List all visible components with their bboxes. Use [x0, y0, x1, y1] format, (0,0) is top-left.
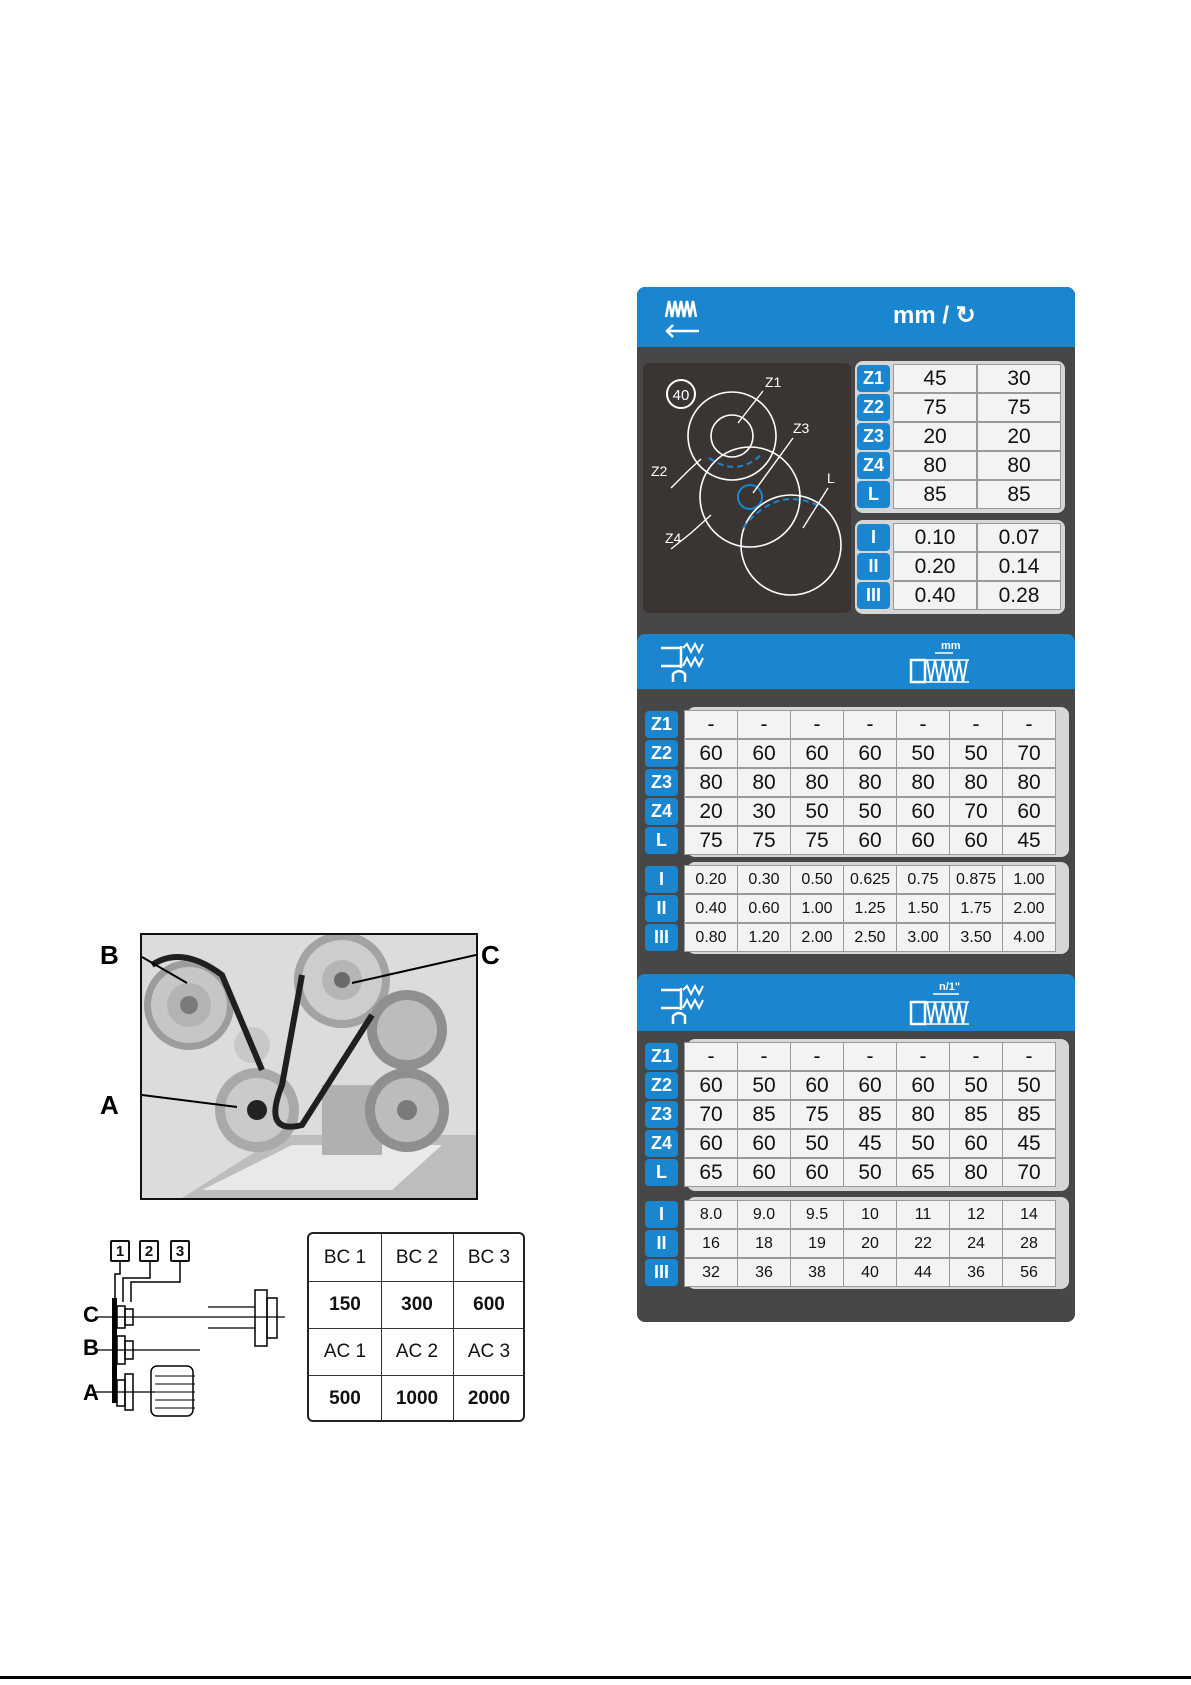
gear-value-cell: 50	[843, 797, 897, 826]
gear-row-label: L	[857, 481, 890, 508]
range-row-label: III	[645, 1259, 678, 1286]
metric-thread-header	[637, 634, 1075, 689]
gear-value-cell: 70	[684, 1100, 738, 1129]
gear-value-cell: 50	[896, 1129, 950, 1158]
pitch-value-cell: 32	[684, 1258, 738, 1287]
gear-value-cell: 70	[1002, 739, 1056, 768]
gear-value-cell: 80	[977, 451, 1061, 480]
gear-value-cell: 75	[790, 826, 844, 855]
feed-header	[637, 287, 1075, 347]
pitch-value-cell: 0.50	[790, 865, 844, 894]
gear-value-cell: 60	[896, 1071, 950, 1100]
pulley-label-a: A	[83, 1380, 99, 1405]
feed-value-cell: 0.20	[893, 552, 977, 581]
gear-label-z3: Z3	[793, 420, 810, 436]
pitch-value-cell: 40	[843, 1258, 897, 1287]
gear-value-cell: 50	[949, 1071, 1003, 1100]
gear-value-cell: -	[896, 710, 950, 739]
speed-bc3: 600	[473, 1293, 505, 1315]
gear-value-cell: 70	[949, 797, 1003, 826]
range-row-label: I	[645, 866, 678, 893]
gear-value-cell: -	[684, 710, 738, 739]
pitch-value-cell: 0.625	[843, 865, 897, 894]
pitch-value-cell: 12	[949, 1200, 1003, 1229]
gear-value-cell: 30	[977, 364, 1061, 393]
gear-row-label: Z4	[857, 452, 890, 479]
gear-value-cell: -	[737, 710, 791, 739]
gear-value-cell: 60	[843, 1071, 897, 1100]
callout-a: A	[100, 1090, 119, 1120]
pulley-label-c: C	[83, 1302, 99, 1327]
position-1-box: 1	[110, 1240, 130, 1262]
gear-value-cell: 75	[893, 393, 977, 422]
gear-value-cell: 80	[790, 768, 844, 797]
gear-value-cell: -	[1002, 710, 1056, 739]
gear-value-cell: 60	[949, 1129, 1003, 1158]
gear-value-cell: 80	[896, 1100, 950, 1129]
gear-value-cell: 80	[684, 768, 738, 797]
gear-value-cell: -	[949, 710, 1003, 739]
pitch-value-cell: 1.00	[790, 894, 844, 923]
feed-icon	[663, 295, 707, 339]
range-row-label: III	[857, 582, 890, 609]
pitch-value-cell: 10	[843, 1200, 897, 1229]
gear-diagram-drawing	[643, 363, 851, 613]
thread-cutting-icon	[659, 642, 709, 684]
gear-value-cell: 60	[684, 1129, 738, 1158]
feed-value-cell: 0.07	[977, 523, 1061, 552]
gear-value-cell: 75	[790, 1100, 844, 1129]
pitch-value-cell: 56	[1002, 1258, 1056, 1287]
gear-value-cell: 45	[843, 1129, 897, 1158]
gear-value-cell: 60	[737, 1158, 791, 1187]
thread-cutting-icon-2	[659, 984, 709, 1026]
gear-value-cell: 80	[843, 768, 897, 797]
gear-label-z2: Z2	[651, 463, 668, 479]
belt-position-bc1: BC 1	[323, 1246, 367, 1268]
gear-row-label: Z4	[645, 798, 678, 825]
gear-value-cell: 85	[977, 480, 1061, 509]
gear-value-cell: 80	[949, 768, 1003, 797]
gear-value-cell: 60	[737, 1129, 791, 1158]
gear-value-cell: 75	[737, 826, 791, 855]
gear-value-cell: 30	[737, 797, 791, 826]
inch-thread-header	[637, 974, 1075, 1031]
pitch-value-cell: 0.40	[684, 894, 738, 923]
pitch-value-cell: 0.60	[737, 894, 791, 923]
pitch-value-cell: 0.30	[737, 865, 791, 894]
inch-thread-icon-text: n/1"	[939, 981, 961, 993]
pitch-value-cell: 1.00	[1002, 865, 1056, 894]
pitch-value-cell: 28	[1002, 1229, 1056, 1258]
pitch-value-cell: 11	[896, 1200, 950, 1229]
gear-row-label: Z3	[857, 423, 890, 450]
pitch-value-cell: 1.20	[737, 923, 791, 952]
range-row-label: II	[645, 1230, 678, 1257]
gear-value-cell: 80	[949, 1158, 1003, 1187]
gear-value-cell: -	[1002, 1042, 1056, 1071]
pitch-value-cell: 2.50	[843, 923, 897, 952]
gear-value-cell: 45	[1002, 826, 1056, 855]
gear-value-cell: 60	[684, 739, 738, 768]
gear-value-cell: 50	[896, 739, 950, 768]
gear-row-label: Z1	[645, 711, 678, 738]
gear-value-cell: 85	[1002, 1100, 1056, 1129]
speed-bc1: 150	[329, 1293, 361, 1315]
feed-value-cell: 0.10	[893, 523, 977, 552]
gear-label-z1: Z1	[765, 374, 782, 390]
pitch-value-cell: 0.75	[896, 865, 950, 894]
gear-value-cell: 65	[896, 1158, 950, 1187]
pitch-value-cell: 22	[896, 1229, 950, 1258]
pitch-value-cell: 36	[737, 1258, 791, 1287]
gear-row-label: Z2	[645, 740, 678, 767]
gear-value-cell: 60	[843, 739, 897, 768]
gear-value-cell: 20	[684, 797, 738, 826]
gear-value-cell: -	[949, 1042, 1003, 1071]
gear-train-diagram	[643, 363, 851, 613]
gear-value-cell: 50	[843, 1158, 897, 1187]
gear-value-cell: 45	[1002, 1129, 1056, 1158]
belt-position-bc3: BC 3	[467, 1246, 511, 1268]
gear-value-cell: 80	[1002, 768, 1056, 797]
pitch-value-cell: 3.00	[896, 923, 950, 952]
feed-value-cell: 0.28	[977, 581, 1061, 610]
gear-row-label: Z3	[645, 1101, 678, 1128]
page-bottom-edge	[0, 1676, 1191, 1679]
gear-value-cell: -	[737, 1042, 791, 1071]
gear-value-cell: -	[896, 1042, 950, 1071]
position-2-box: 2	[139, 1240, 159, 1262]
gear-value-cell: 60	[790, 1071, 844, 1100]
range-row-label: I	[645, 1201, 678, 1228]
pitch-value-cell: 19	[790, 1229, 844, 1258]
gear-value-cell: 75	[977, 393, 1061, 422]
gear-value-cell: 60	[684, 1071, 738, 1100]
pitch-value-cell: 18	[737, 1229, 791, 1258]
belt-position-ac2: AC 2	[395, 1340, 439, 1362]
pitch-value-cell: 38	[790, 1258, 844, 1287]
pulley-photo	[140, 933, 478, 1200]
gear-value-cell: 50	[1002, 1071, 1056, 1100]
gear-row-label: Z4	[645, 1130, 678, 1157]
gear-label-l: L	[827, 470, 835, 486]
gear-value-cell: 20	[893, 422, 977, 451]
gear-value-cell: -	[684, 1042, 738, 1071]
speed-bc2: 300	[401, 1293, 433, 1315]
pitch-value-cell: 1.75	[949, 894, 1003, 923]
speed-ac2: 1000	[395, 1387, 439, 1409]
gear-value-cell: 60	[1002, 797, 1056, 826]
gear-value-cell: -	[790, 710, 844, 739]
belt-position-ac1: AC 1	[323, 1340, 367, 1362]
gear-value-cell: 50	[790, 1129, 844, 1158]
gear-value-cell: 60	[737, 739, 791, 768]
pitch-value-cell: 14	[1002, 1200, 1056, 1229]
gear-value-cell: -	[843, 1042, 897, 1071]
pitch-value-cell: 9.0	[737, 1200, 791, 1229]
inch-thread-icon	[909, 978, 979, 1028]
gear-row-label: L	[645, 827, 678, 854]
speed-ac3: 2000	[467, 1387, 511, 1409]
gear-value-cell: -	[790, 1042, 844, 1071]
pitch-value-cell: 16	[684, 1229, 738, 1258]
gear-row-label: Z1	[645, 1043, 678, 1070]
gear-value-cell: 50	[790, 797, 844, 826]
pitch-value-cell: 20	[843, 1229, 897, 1258]
pitch-value-cell: 9.5	[790, 1200, 844, 1229]
range-row-label: III	[645, 924, 678, 951]
pitch-value-cell: 2.00	[790, 923, 844, 952]
range-row-label: I	[857, 524, 890, 551]
pitch-value-cell: 0.80	[684, 923, 738, 952]
gear-value-cell: 65	[684, 1158, 738, 1187]
pitch-value-cell: 2.00	[1002, 894, 1056, 923]
gear-value-cell: 60	[843, 826, 897, 855]
gear-value-cell: 60	[790, 1158, 844, 1187]
gear-value-cell: 80	[737, 768, 791, 797]
gear-value-cell: 75	[684, 826, 738, 855]
gear-value-cell: 50	[949, 739, 1003, 768]
callout-b: B	[100, 940, 119, 970]
gear-value-cell: 60	[790, 739, 844, 768]
metric-thread-icon-text: mm	[941, 640, 961, 652]
gear-value-cell: 80	[896, 768, 950, 797]
pitch-value-cell: 36	[949, 1258, 1003, 1287]
change-gear-chart	[637, 287, 1075, 1322]
gear-row-label: Z1	[857, 365, 890, 392]
pitch-value-cell: 24	[949, 1229, 1003, 1258]
gear-row-label: Z2	[645, 1072, 678, 1099]
pitch-value-cell: 3.50	[949, 923, 1003, 952]
gear-value-cell: 85	[893, 480, 977, 509]
feed-unit-label: mm / ↻	[893, 302, 976, 329]
gear-value-cell: 60	[896, 826, 950, 855]
pitch-value-cell: 0.20	[684, 865, 738, 894]
pitch-value-cell: 44	[896, 1258, 950, 1287]
spindle-speed-table	[307, 1232, 525, 1422]
gear-value-cell: 45	[893, 364, 977, 393]
pulley-label-b: B	[83, 1335, 99, 1360]
gear-value-cell: 85	[737, 1100, 791, 1129]
gear-value-cell: 50	[737, 1071, 791, 1100]
range-row-label: II	[857, 553, 890, 580]
gear-row-label: Z3	[645, 769, 678, 796]
belt-position-ac3: AC 3	[467, 1340, 511, 1362]
gear-value-cell: 70	[1002, 1158, 1056, 1187]
pitch-value-cell: 4.00	[1002, 923, 1056, 952]
belt-diagram-drawing	[95, 1262, 295, 1422]
gear-row-label: L	[645, 1159, 678, 1186]
feed-value-cell: 0.40	[893, 581, 977, 610]
gear-label-40: 40	[672, 387, 690, 404]
gear-value-cell: 85	[949, 1100, 1003, 1129]
pitch-value-cell: 0.875	[949, 865, 1003, 894]
position-3-box: 3	[170, 1240, 190, 1262]
gear-value-cell: -	[843, 710, 897, 739]
belt-position-bc2: BC 2	[395, 1246, 439, 1268]
pitch-value-cell: 8.0	[684, 1200, 738, 1229]
feed-value-cell: 0.14	[977, 552, 1061, 581]
pitch-value-cell: 1.50	[896, 894, 950, 923]
gear-value-cell: 60	[949, 826, 1003, 855]
gear-value-cell: 60	[896, 797, 950, 826]
gear-value-cell: 80	[893, 451, 977, 480]
gear-value-cell: 20	[977, 422, 1061, 451]
gear-row-label: Z2	[857, 394, 890, 421]
speed-ac1: 500	[329, 1387, 361, 1409]
callout-c: C	[481, 940, 500, 970]
gear-value-cell: 85	[843, 1100, 897, 1129]
callout-lines	[142, 935, 476, 1198]
gear-label-z4: Z4	[665, 530, 682, 546]
pitch-value-cell: 1.25	[843, 894, 897, 923]
range-row-label: II	[645, 895, 678, 922]
metric-thread-icon	[909, 638, 979, 686]
